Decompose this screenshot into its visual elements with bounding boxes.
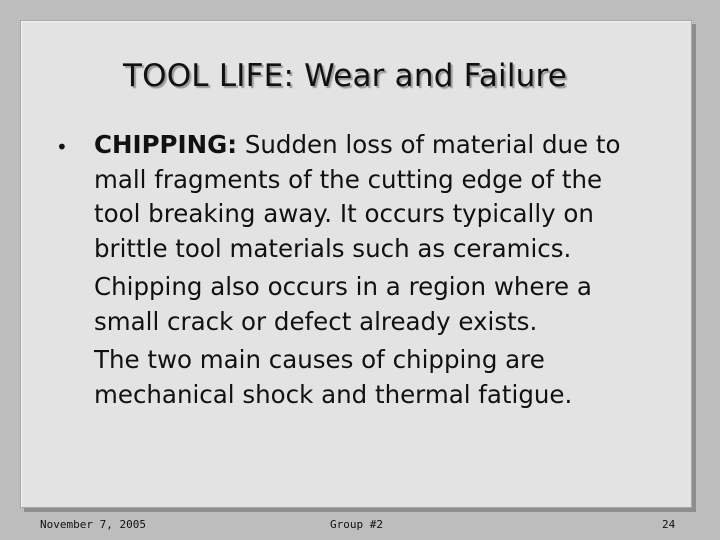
bullet-paragraph-1: [94, 128, 656, 266]
slide-title: TOOL LIFE: Wear and Failure: [122, 58, 568, 94]
bullet-paragraph-2: Chipping also occurs in a region where a small crack or defect already exists.: [94, 272, 592, 336]
bullet-text-1: Sudden loss of material due to mall fragments of the cutting edge of the tool breaking away. It occurs typically on brittle tool materials such as ceramics.: [94, 130, 621, 263]
bullet-term: CHIPPING:: [94, 130, 238, 159]
footer-date: November 7, 2005: [40, 518, 146, 531]
bullet-dot-icon: •: [56, 135, 68, 159]
bullet-paragraph-3: The two main causes of chipping are mechanical shock and thermal fatigue.: [94, 345, 573, 409]
bullet-item-chipping: [56, 128, 656, 412]
footer-center-text: Group #2: [330, 518, 383, 531]
slide-content: [56, 128, 656, 412]
footer-page-number: 24: [662, 518, 676, 531]
